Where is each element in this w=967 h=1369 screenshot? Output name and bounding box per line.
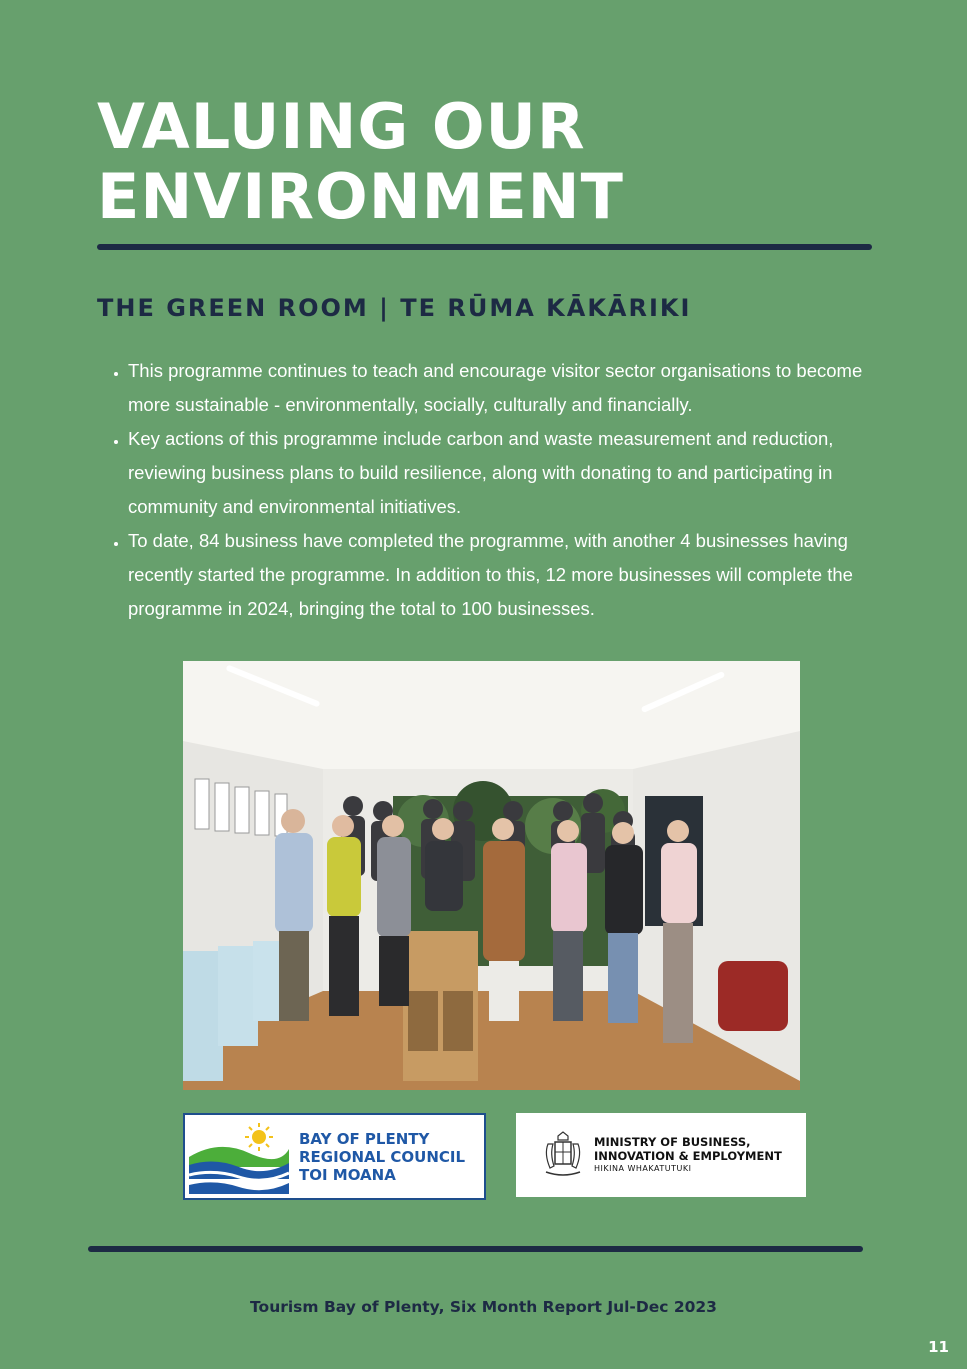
title-line-2: ENVIRONMENT <box>97 160 624 233</box>
boprc-logo <box>183 1113 486 1200</box>
nz-coat-of-arms-icon <box>538 1130 588 1180</box>
sun-hills-waves-logo-icon <box>189 1119 289 1194</box>
title-line-1: VALUING OUR <box>97 90 586 163</box>
group-photo <box>183 661 800 1090</box>
section-heading: THE GREEN ROOM | TE RŪMA KĀKĀRIKI <box>97 294 692 322</box>
mbie-logo <box>516 1113 806 1197</box>
page-title <box>97 92 624 232</box>
bottom-divider <box>88 1246 863 1252</box>
bullet-item: • Key actions of this programme include carbon and waste measurement and reduction, reviewing business plans to build resilience, along with donating to and participating in community and environmental initiatives. <box>128 422 878 524</box>
page-number: 11 <box>928 1338 949 1356</box>
boprc-logo-text <box>299 1130 465 1184</box>
bullet-item: • This programme continues to teach and encourage visitor sector organisations to become more sustainable - environmentally, socially, culturally and financially. <box>128 354 878 422</box>
bullet-item: • To date, 84 business have completed the programme, with another 4 businesses having recently started the programme. In addition to this, 12 more businesses will complete the programme in 2024, bringing the total to 100 businesses. <box>128 524 878 626</box>
bullet-list <box>104 354 878 626</box>
boprc-line-3: TOI MOANA <box>299 1166 396 1184</box>
top-divider <box>97 244 872 250</box>
mbie-line-1: MINISTRY OF BUSINESS, <box>594 1135 751 1149</box>
boprc-line-2: REGIONAL COUNCIL <box>299 1148 466 1166</box>
mbie-logo-text <box>594 1135 782 1175</box>
boprc-line-1: BAY OF PLENTY <box>299 1130 430 1148</box>
report-footer: Tourism Bay of Plenty, Six Month Report Jul-Dec 2023 <box>250 1298 717 1316</box>
mbie-line-3: HIKINA WHAKATUTUKI <box>594 1164 692 1173</box>
mbie-line-2: INNOVATION & EMPLOYMENT <box>594 1149 782 1163</box>
